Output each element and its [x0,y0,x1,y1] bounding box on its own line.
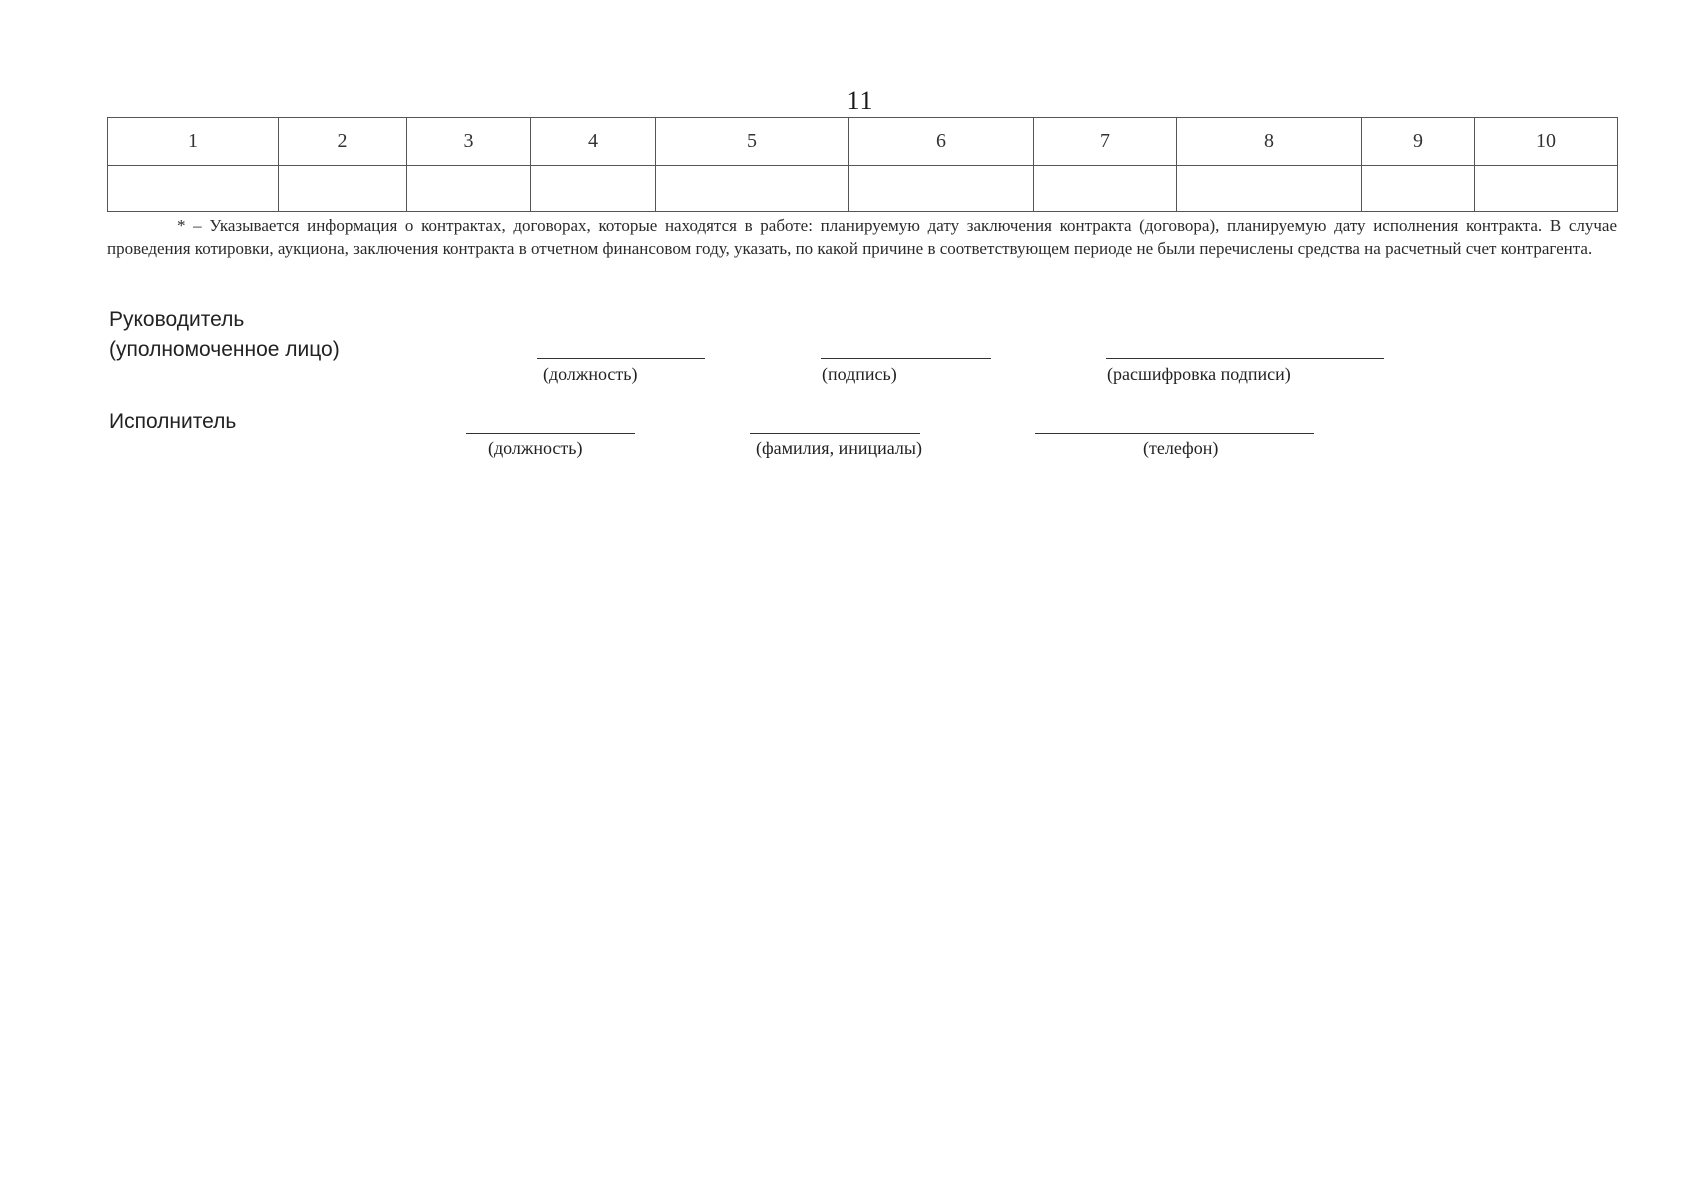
head-title: Руководитель [109,308,245,331]
table-cell [407,166,531,212]
head-signature-line [821,358,991,359]
table-cell [1034,166,1177,212]
column-number: 2 [279,118,407,166]
executor-position-caption: (должность) [488,438,583,458]
table-cell [108,166,279,212]
table-cell [1362,166,1475,212]
table-cell [1177,166,1362,212]
executor-name-caption: (фамилия, инициалы) [756,438,922,458]
column-number: 8 [1177,118,1362,166]
head-signature-caption: (подпись) [822,364,897,384]
footnote [107,214,1617,260]
head-decoding-caption: (расшифровка подписи) [1107,364,1291,384]
column-number: 6 [849,118,1034,166]
executor-position-line [466,433,635,434]
head-subtitle: (уполномоченное лицо) [109,338,340,361]
executor-title: Исполнитель [109,410,237,433]
table-cell [279,166,407,212]
head-decoding-line [1106,358,1384,359]
executor-name-line [750,433,920,434]
head-position-caption: (должность) [543,364,638,384]
column-number: 7 [1034,118,1177,166]
table-cell [849,166,1034,212]
table-header-row [108,118,1618,166]
column-number: 1 [108,118,279,166]
column-number: 10 [1475,118,1618,166]
column-number: 5 [656,118,849,166]
table-row [108,166,1618,212]
executor-phone-caption: (телефон) [1143,438,1219,458]
column-number: 4 [531,118,656,166]
table-cell [656,166,849,212]
table-cell [1475,166,1618,212]
column-number: 9 [1362,118,1475,166]
footnote-text: * – Указывается информация о контрактах, договорах, которые находятся в работе: планируемую дату заключения контракта (договора), планируемую дату исполнения контракта. В случае проведения котировки, аукциона, заключения контракта в отчетном финансовом году, указать, по какой причине в соответствующем периоде не были перечислены средства на расчетный счет контрагента. [107,216,1617,258]
page-number: 11 [846,86,874,115]
table-cell [531,166,656,212]
form-table [107,117,1618,212]
head-position-line [537,358,705,359]
executor-phone-line [1035,433,1314,434]
column-number: 3 [407,118,531,166]
